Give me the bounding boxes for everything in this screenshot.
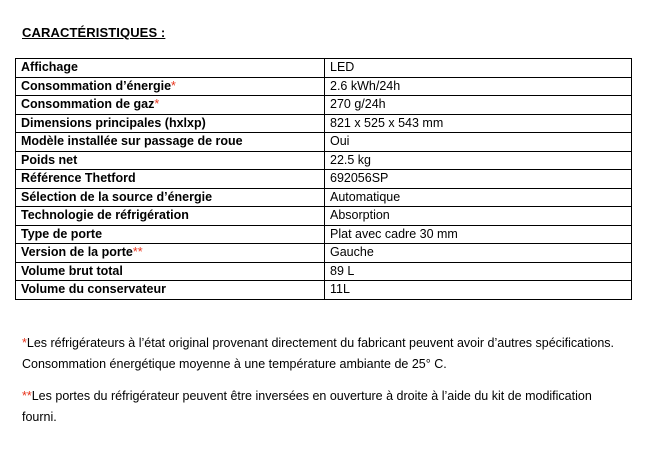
spec-label [16, 77, 325, 96]
spec-value: 89 L [325, 262, 632, 281]
spec-label-text: Type de porte [21, 226, 103, 241]
table-row [16, 207, 632, 226]
table-row [16, 281, 632, 300]
table-row [16, 170, 632, 189]
spec-label-text: Technologie de réfrigération [21, 208, 189, 223]
footnote-marker: * [154, 97, 160, 112]
footnote-double-asterisk [22, 386, 622, 428]
spec-label-text: Consommation d’énergie [21, 78, 172, 93]
spec-label-text: Consommation de gaz [21, 97, 155, 112]
spec-value: Gauche [325, 244, 632, 263]
spec-value: 270 g/24h [325, 96, 632, 115]
footnote-marker: ** [132, 245, 143, 260]
spec-label [16, 262, 325, 281]
spec-value: 821 x 525 x 543 mm [325, 114, 632, 133]
spec-label [16, 170, 325, 189]
spec-label [16, 133, 325, 152]
spec-label [16, 151, 325, 170]
table-row [16, 133, 632, 152]
table-row [16, 244, 632, 263]
spec-label [16, 207, 325, 226]
spec-label [16, 244, 325, 263]
spec-value: 2.6 kWh/24h [325, 77, 632, 96]
spec-label-text: Référence Thetford [21, 171, 136, 186]
footnote-marker: ** [22, 389, 32, 403]
spec-label-text: Dimensions principales (hxlxp) [21, 115, 206, 130]
footnote-marker: * [22, 336, 27, 350]
specifications-table [15, 58, 632, 300]
spec-label [16, 114, 325, 133]
spec-value: 22.5 kg [325, 151, 632, 170]
spec-value: Automatique [325, 188, 632, 207]
spec-label [16, 59, 325, 78]
spec-value: Plat avec cadre 30 mm [325, 225, 632, 244]
footnote-marker: * [171, 78, 176, 93]
spec-value: Oui [325, 133, 632, 152]
table-row [16, 96, 632, 115]
spec-label-text: Version de la porte [21, 245, 133, 260]
spec-label-text: Sélection de la source d’énergie [21, 189, 213, 204]
table-row [16, 77, 632, 96]
table-row [16, 114, 632, 133]
spec-label-text: Modèle installée sur passage de roue [21, 134, 243, 149]
spec-label-text: Affichage [21, 60, 78, 75]
section-heading: CARACTÉRISTIQUES : [22, 25, 166, 40]
table-row [16, 262, 632, 281]
spec-label [16, 225, 325, 244]
spec-value: 692056SP [325, 170, 632, 189]
footnote-text: Les portes du réfrigérateur peuvent être inversées en ouverture à droite à l’aide du kit de modification fourni. [22, 389, 592, 424]
spec-value: Absorption [325, 207, 632, 226]
spec-value: LED [325, 59, 632, 78]
spec-value: 11L [325, 281, 632, 300]
spec-label [16, 96, 325, 115]
spec-label-text: Volume du conservateur [21, 282, 166, 297]
table-row [16, 225, 632, 244]
spec-label-text: Poids net [21, 152, 78, 167]
spec-label-text: Volume brut total [21, 263, 123, 278]
table-row [16, 188, 632, 207]
spec-label [16, 281, 325, 300]
footnote-single-asterisk [22, 333, 622, 375]
table-row [16, 151, 632, 170]
footnote-text: Les réfrigérateurs à l’état original provenant directement du fabricant peuvent avoir d’autres spécifications. Consommation énergétique moyenne à une température ambiante de 25° C. [22, 336, 615, 371]
spec-label [16, 188, 325, 207]
table-row [16, 59, 632, 78]
